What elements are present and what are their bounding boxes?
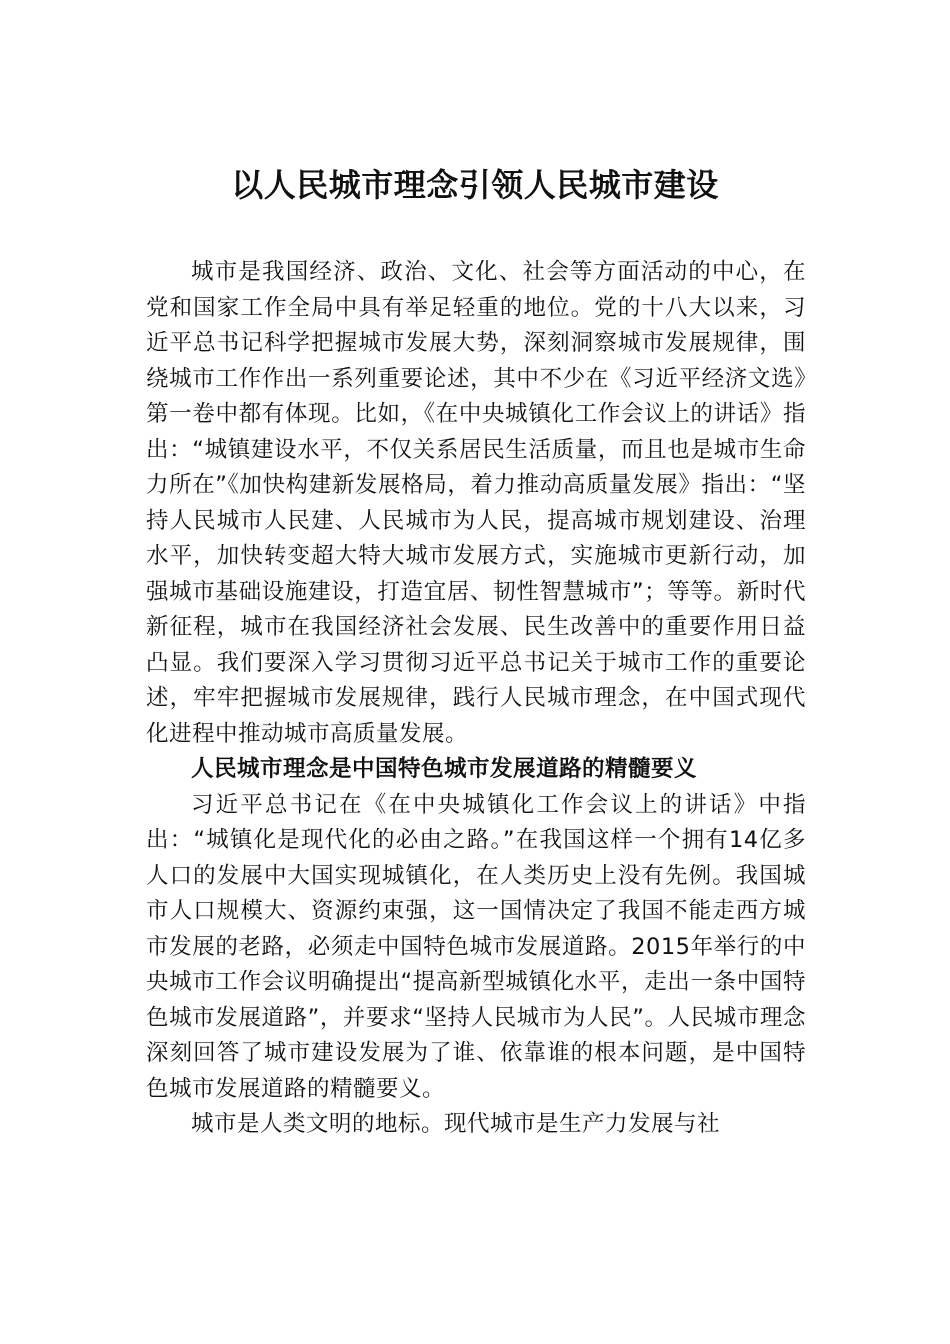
paragraph-section-2: 城市是人类文明的地标。现代城市是生产力发展与社 [191, 1111, 721, 1137]
section-heading: 人民城市理念是中国特色城市发展道路的精髓要义 [191, 756, 698, 782]
document-title: 以人民城市理念引领人民城市建设 [231, 166, 719, 204]
paragraph-intro: 城市是我国经济、政治、文化、社会等方面活动的中心，在党和国家工作全局中具有举足轻重的地位。党的十八大以来，习近平总书记科学把握城市发展大势，深刻洞察城市发展规律，围绕城市工作作出一系列重要论述，其中不少在《习近平经济文选》第一卷中都有体现。比如，《在中央城镇化工作会议上的讲话》指出：“城镇建设水平，不仅关系居民生活质量，而且也是城市生命力所在”《加快构建新发展格局，着力推动高质量发展》指出：“坚持人民城市人民建、人民城市为人民，提高城市规划建设、治理水平，加快转变超大特大城市发展方式，实施城市更新行动，加强城市基础设施建设，打造宜居、韧性智慧城市”；等等。新时代新征程，城市在我国经济社会发展、民生改善中的重要作用日益凸显。我们要深入学习贯彻习近平总书记关于城市工作的重要论述，牢牢把握城市发展规律，践行人民城市理念，在中国式现代化进程中推动城市高质量发展。 [146, 259, 806, 747]
document-body [146, 255, 806, 1143]
paragraph-section-1: 习近平总书记在《在中央城镇化工作会议上的讲话》中指出：“城镇化是现代化的必由之路。”在我国这样一个拥有14亿多人口的发展中大国实现城镇化，在人类历史上没有先例。我国城市人口规模大、资源约束强，这一国情决定了我国不能走西方城市发展的老路，必须走中国特色城市发展道路。2015年举行的中央城市工作会议明确提出“提高新型城镇化水平，走出一条中国特色城市发展道路”，并要求“坚持人民城市为人民”。人民城市理念深刻回答了城市建设发展为了谁、依靠谁的根本问题，是中国特色城市发展道路的精髓要义。 [146, 791, 806, 1102]
